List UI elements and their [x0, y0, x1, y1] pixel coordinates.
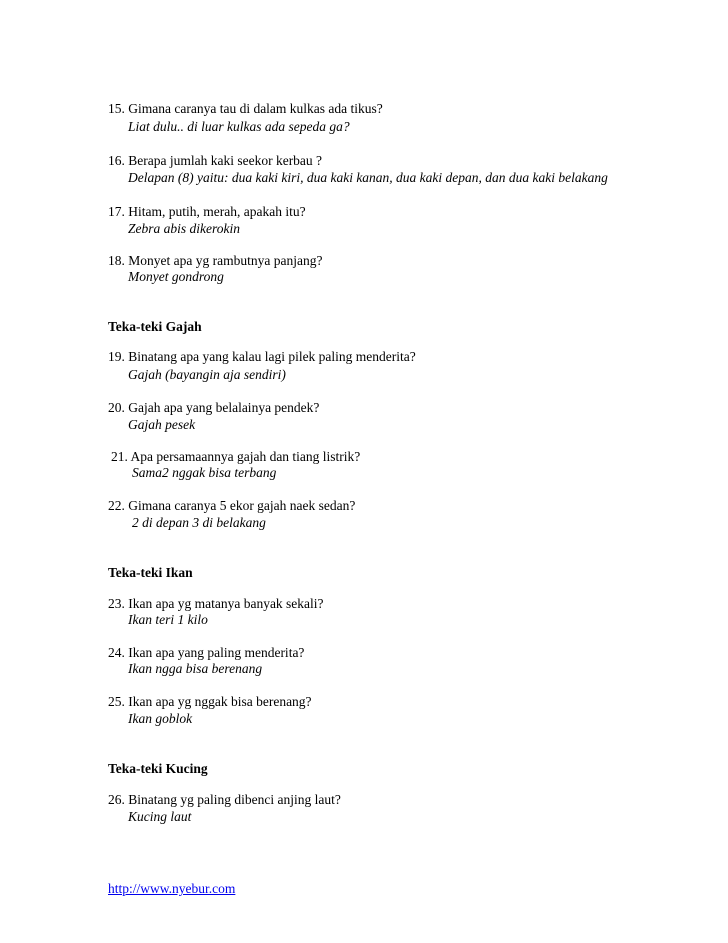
riddle-question: 18. Monyet apa yg rambutnya panjang? — [108, 253, 323, 268]
riddle-answer: Ikan ngga bisa berenang — [128, 661, 263, 676]
riddle-answer: Sama2 nggak bisa terbang — [132, 465, 277, 480]
riddle-question: 16. Berapa jumlah kaki seekor kerbau ? — [108, 153, 323, 168]
section-heading: Teka-teki Ikan — [108, 565, 193, 580]
section-heading: Teka-teki Kucing — [108, 761, 208, 776]
riddle-question: 17. Hitam, putih, merah, apakah itu? — [108, 204, 306, 219]
riddle-answer: Delapan (8) yaitu: dua kaki kiri, dua kaki kanan, dua kaki depan, dan dua kaki belakang — [128, 170, 608, 185]
riddle-question: 21. Apa persamaannya gajah dan tiang listrik? — [111, 449, 361, 464]
riddle-answer: Gajah pesek — [128, 417, 196, 432]
riddle-answer: 2 di depan 3 di belakang — [132, 515, 266, 530]
riddle-question: 24. Ikan apa yang paling menderita? — [108, 645, 305, 660]
riddle-answer: Ikan teri 1 kilo — [128, 612, 208, 627]
riddle-answer: Zebra abis dikerokin — [128, 221, 240, 236]
footer-website-link[interactable]: http://www.nyebur.com — [108, 881, 236, 896]
riddle-answer: Kucing laut — [128, 809, 192, 824]
riddle-answer: Monyet gondrong — [128, 269, 224, 284]
riddle-answer: Gajah (bayangin aja sendiri) — [128, 367, 286, 382]
section-heading: Teka-teki Gajah — [108, 319, 202, 334]
riddle-answer: Liat dulu.. di luar kulkas ada sepeda ga? — [128, 119, 350, 134]
riddle-answer: Ikan goblok — [128, 711, 193, 726]
riddle-question: 25. Ikan apa yg nggak bisa berenang? — [108, 694, 312, 709]
riddle-question: 20. Gajah apa yang belalainya pendek? — [108, 400, 320, 415]
riddle-question: 26. Binatang yg paling dibenci anjing laut? — [108, 792, 341, 807]
riddle-question: 22. Gimana caranya 5 ekor gajah naek sedan? — [108, 498, 356, 513]
riddle-question: 23. Ikan apa yg matanya banyak sekali? — [108, 596, 324, 611]
riddle-question: 19. Binatang apa yang kalau lagi pilek paling menderita? — [108, 349, 416, 364]
riddle-question: 15. Gimana caranya tau di dalam kulkas ada tikus? — [108, 101, 383, 116]
